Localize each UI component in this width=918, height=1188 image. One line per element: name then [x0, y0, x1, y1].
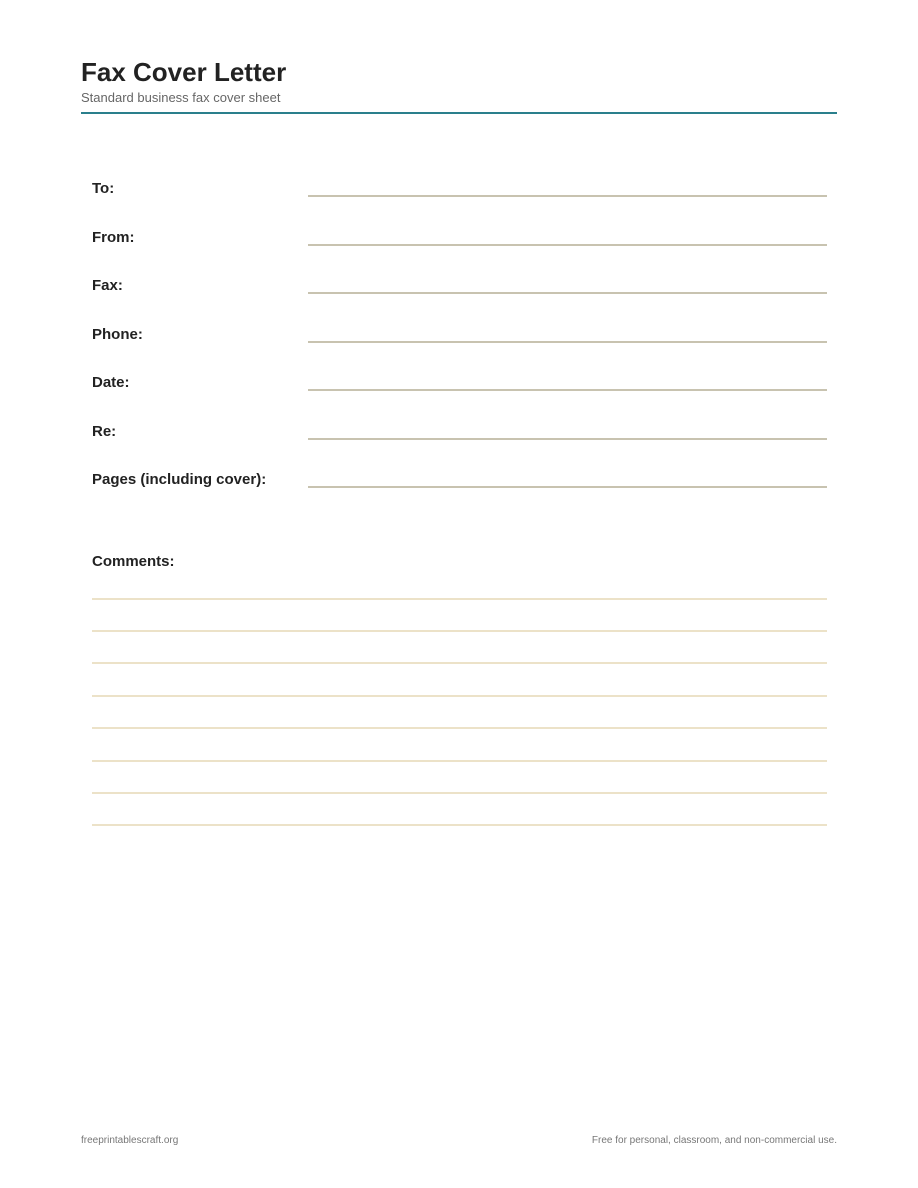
- field-line-fax[interactable]: [308, 292, 827, 294]
- comment-line[interactable]: [92, 662, 827, 664]
- field-label-re: Re:: [92, 423, 117, 440]
- field-label-pages: Pages (including cover):: [92, 471, 267, 488]
- field-date: [92, 374, 827, 398]
- field-line-pages[interactable]: [308, 486, 827, 488]
- field-label-phone: Phone:: [92, 326, 143, 343]
- field-label-to: To:: [92, 180, 115, 197]
- field-line-phone[interactable]: [308, 341, 827, 343]
- field-re: [92, 423, 827, 447]
- footer-site: freeprintablescraft.org: [81, 1135, 179, 1146]
- field-line-date[interactable]: [308, 389, 827, 391]
- comment-line[interactable]: [92, 792, 827, 794]
- page-subtitle: Standard business fax cover sheet: [81, 90, 281, 105]
- page-title: Fax Cover Letter: [81, 57, 287, 87]
- field-label-fax: Fax:: [92, 277, 123, 294]
- comment-line[interactable]: [92, 695, 827, 697]
- field-from: [92, 229, 827, 253]
- field-line-re[interactable]: [308, 438, 827, 440]
- page-header: [81, 57, 837, 114]
- field-fax: [92, 277, 827, 301]
- comment-line[interactable]: [92, 598, 827, 600]
- comment-line[interactable]: [92, 630, 827, 632]
- field-phone: [92, 326, 827, 350]
- field-label-date: Date:: [92, 374, 130, 391]
- field-line-to[interactable]: [308, 195, 827, 197]
- field-line-from[interactable]: [308, 244, 827, 246]
- footer-notice: Free for personal, classroom, and non-commercial use.: [591, 1135, 837, 1146]
- field-pages: [92, 471, 827, 495]
- comment-line[interactable]: [92, 760, 827, 762]
- field-label-from: From:: [92, 229, 135, 246]
- comment-line[interactable]: [92, 824, 827, 826]
- comment-line[interactable]: [92, 727, 827, 729]
- comments-label: Comments:: [92, 553, 175, 570]
- field-to: [92, 180, 827, 204]
